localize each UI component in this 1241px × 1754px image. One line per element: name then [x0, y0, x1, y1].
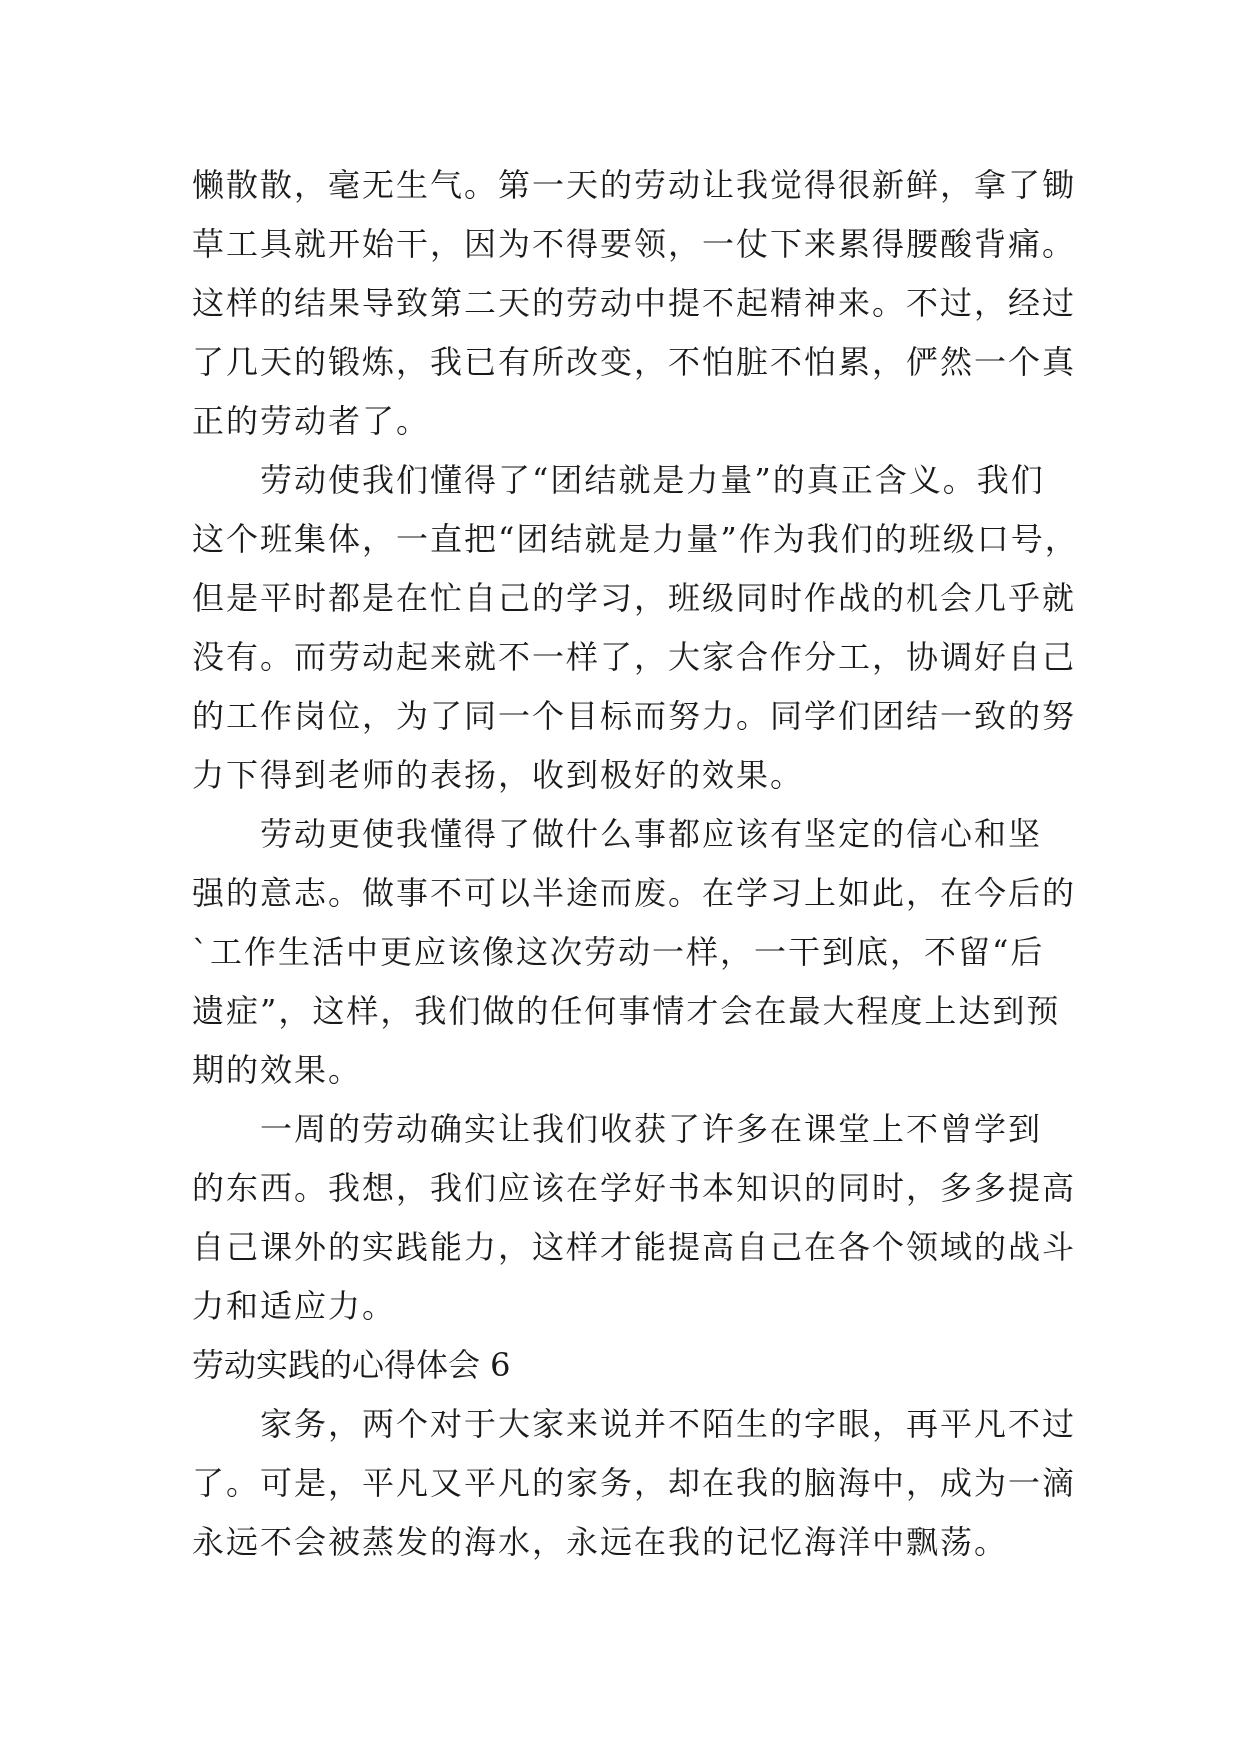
text-line: 期的效果。: [192, 1051, 363, 1089]
text-line: 一周的劳动确实让我们收获了许多在课堂上不曾学到: [192, 1110, 1043, 1148]
text-line: 强的意志。做事不可以半途而废。在学习上如此，在今后的: [192, 874, 1077, 912]
text-line: 但是平时都是在忙自己的学习，班级同时作战的机会几乎就: [192, 579, 1077, 617]
text-line: 草工具就开始干，因为不得要领，一仗下来累得腰酸背痛。: [192, 225, 1077, 263]
section-heading: 劳动实践的心得体会 6: [192, 1346, 511, 1384]
text-line: 劳动使我们懂得了“团结就是力量”的真正含义。我们: [192, 461, 1045, 499]
text-line: 没有。而劳动起来就不一样了，大家合作分工，协调好自己: [192, 638, 1077, 676]
text-line: 永远不会被蒸发的海水，永远在我的记忆海洋中飘荡。: [192, 1523, 1009, 1561]
text-line: 遗症”，这样，我们做的任何事情才会在最大程度上达到预: [192, 992, 1061, 1030]
paragraph-2: [192, 451, 1079, 805]
text-line: 了几天的锻炼，我已有所改变，不怕脏不怕累，俨然一个真: [192, 343, 1077, 381]
text-line: 劳动更使我懂得了做什么事都应该有坚定的信心和坚: [192, 815, 1043, 853]
paragraph-1: [192, 156, 1077, 451]
text-line: 力下得到老师的表扬，收到极好的效果。: [192, 756, 805, 794]
text-line: 的东西。我想，我们应该在学好书本知识的同时，多多提高: [192, 1169, 1077, 1207]
text-line: 正的劳动者了。: [192, 402, 431, 440]
document-body: [192, 156, 1079, 1572]
text-line: `工作生活中更应该像这次劳动一样，一干到底，不留“后: [192, 933, 1045, 971]
text-line: 的工作岗位，为了同一个目标而努力。同学们团结一致的努: [192, 697, 1077, 735]
text-line: 这个班集体，一直把“团结就是力量”作为我们的班级口号，: [192, 520, 1079, 558]
paragraph-4: [192, 1100, 1077, 1336]
paragraph-5: [192, 1395, 1077, 1572]
text-line: 力和适应力。: [192, 1287, 397, 1325]
text-line: 这样的结果导致第二天的劳动中提不起精神来。不过，经过: [192, 284, 1077, 322]
paragraph-3: [192, 805, 1077, 1100]
text-line: 了。可是，平凡又平凡的家务，却在我的脑海中，成为一滴: [192, 1464, 1077, 1502]
text-line: 家务，两个对于大家来说并不陌生的字眼，再平凡不过: [192, 1405, 1077, 1443]
text-line: 自己课外的实践能力，这样才能提高自己在各个领域的战斗: [192, 1228, 1077, 1266]
text-line: 懒散散，毫无生气。第一天的劳动让我觉得很新鲜，拿了锄: [192, 166, 1077, 204]
